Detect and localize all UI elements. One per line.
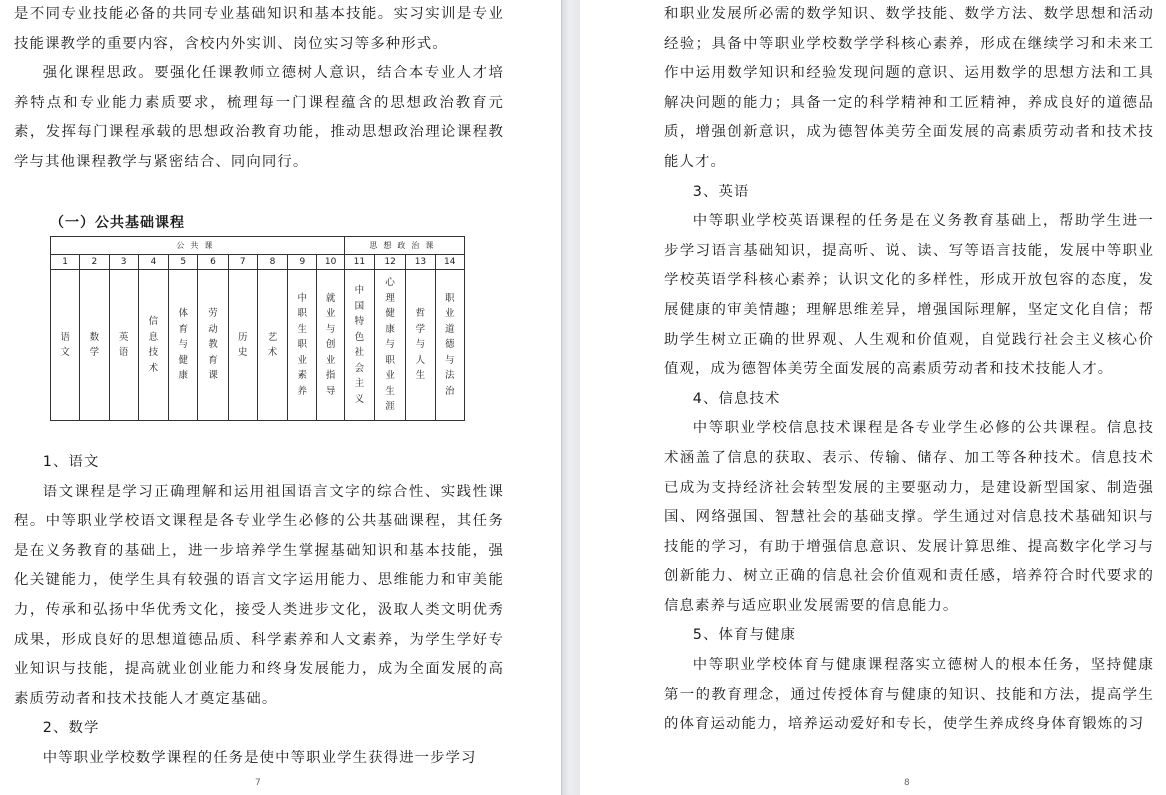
course-name: 体育与健康 <box>178 308 188 382</box>
course-name-cell <box>317 270 344 421</box>
page-gutter <box>561 0 582 795</box>
course-name-cell <box>51 270 80 421</box>
course-number: 9 <box>288 255 317 270</box>
course-name: 历史 <box>237 331 248 358</box>
page-number-right: 8 <box>904 778 910 788</box>
curriculum-table <box>50 236 465 421</box>
table-title: （一）公共基础课程 <box>50 215 185 231</box>
course-name: 心理健康与职业生涯 <box>385 277 395 413</box>
course-name: 中职生职业素养 <box>297 292 308 397</box>
course-name: 艺术 <box>267 331 278 358</box>
course-name-cell <box>80 270 109 421</box>
course-number: 11 <box>344 255 374 270</box>
it-paragraph: 中等职业学校信息技术课程是各专业学生必修的公共课程。信息技术涵盖了信息的获取、表示、传输、储存、加工等各种技术。信息技术已成为支持经济社会转型发展的主要驱动力，是建设新型国家、制造强国、网络强国、智慧社会的基础支撑。学生通过对信息技术基础知识与技能的学习，有助于增强信息意识、发展计算思维、提高数字化学习与创新能力、树立正确的信息社会价值观和责任感，培养符合时代要求的信息素养与适应职业发展需要的信息能力。 <box>664 420 1154 614</box>
chinese-heading: 1、语文 <box>42 454 100 470</box>
course-name-cell <box>406 270 435 421</box>
course-number: 6 <box>198 255 228 270</box>
course-number: 14 <box>435 255 464 270</box>
group-public-courses: 公共课 <box>51 237 345 255</box>
pe-paragraph: 中等职业学校体育与健康课程落实立德树人的根本任务，坚持健康第一的教育理念，通过传授体育与健康的知识、技能和方法，提高学生的体育运动能力，培养运动爱好和专长，使学生养成终身体育锻炼的习 <box>664 657 1154 733</box>
course-name-cell <box>288 270 317 421</box>
course-name-cell <box>169 270 198 421</box>
math-paragraph: 中等职业学校数学课程的任务是使中等职业学生获得进一步学习 <box>42 749 477 766</box>
course-name-cell <box>257 270 287 421</box>
course-name: 信息技术 <box>148 316 159 374</box>
course-name: 哲学与人生 <box>415 308 426 382</box>
document-page-left <box>0 0 561 795</box>
right-text <box>664 0 1154 740</box>
course-number: 13 <box>406 255 435 270</box>
course-number: 7 <box>228 255 257 270</box>
course-number: 12 <box>375 255 406 270</box>
pe-heading: 5、体育与健康 <box>692 627 796 644</box>
document-page-right <box>580 0 1166 795</box>
course-name: 中国特色社会主义 <box>354 285 365 405</box>
left-text-top <box>14 0 504 178</box>
course-number: 1 <box>51 255 80 270</box>
english-heading: 3、英语 <box>692 183 750 200</box>
course-number: 4 <box>138 255 168 270</box>
course-name-cell <box>198 270 228 421</box>
math-heading: 2、数学 <box>42 720 100 737</box>
intro-paragraph-2: 强化课程思政。要强化任课教师立德树人意识，结合本专业人才培养特点和专业能力素质要求，梳理每一门课程蕴含的思想政治教育元素，发挥每门课程承载的思想政治教育功能，推动思想政治理论课程教学与其他课程教学与紧密结合、同向同行。 <box>14 65 504 170</box>
curriculum-table-block <box>50 210 465 421</box>
chinese-paragraph: 语文课程是学习正确理解和运用祖国语言文字的综合性、实践性课程。中等职业学校语文课程是各专业学生必修的公共基础课程，其任务是在义务教育的基础上，进一步培养学生掌握基础知识和基本技能，强化关键能力，使学生具有较强的语言文字运用能力、思维能力和审美能力，传承和弘扬中华优秀文化，接受人类进步文化，汲取人类文明优秀成果，形成良好的思想道德品质、科学素养和人文素养，为学生学好专业知识与技能，提高就业创业能力和终身发展能力，成为全面发展的高素质劳动者和技术技能人才奠定基础。 <box>14 483 504 707</box>
english-paragraph: 中等职业学校英语课程的任务是在义务教育基础上，帮助学生进一步学习语言基础知识，提高听、说、读、写等语言技能，发展中等职业学校英语学科核心素养；认识文化的多样性，形成开放包容的态度，发展健康的审美情趣；理解思维差异，增强国际理解，坚定文化自信；帮助学生树立正确的世界观、人生观和价值观，自觉践行社会主义核心价值观，成为德智体美劳全面发展的高素质劳动者和技术技能人才。 <box>664 213 1154 378</box>
course-number: 5 <box>169 255 198 270</box>
course-number: 8 <box>257 255 287 270</box>
course-name-cell <box>375 270 406 421</box>
course-name-cell <box>344 270 374 421</box>
course-name-cell <box>228 270 257 421</box>
course-name: 英语 <box>118 331 129 358</box>
course-name-cell <box>435 270 464 421</box>
it-heading: 4、信息技术 <box>692 390 781 407</box>
course-name: 劳动教育课 <box>208 308 218 382</box>
course-number: 10 <box>317 255 344 270</box>
course-name: 职业道德与法治 <box>445 292 455 397</box>
course-name: 就业与创业指导 <box>325 292 336 397</box>
course-name: 数学 <box>89 331 100 358</box>
group-ideology-courses: 思想政治课 <box>344 237 464 255</box>
intro-paragraph-1: 是不同专业技能必备的共同专业基础知识和基本技能。实习实训是专业技能课教学的重要内容，含校内外实训、岗位实习等多种形式。 <box>14 6 504 52</box>
page-number-left: 7 <box>255 778 261 788</box>
left-text-bottom <box>14 448 504 774</box>
course-name-cell <box>109 270 138 421</box>
course-name: 语文 <box>60 331 70 358</box>
math-continued-paragraph: 和职业发展所必需的数学知识、数学技能、数学方法、数学思想和活动经验；具备中等职业学校数学学科核心素养，形成在继续学习和未来工作中运用数学知识和经验发现问题的意识、运用数学的思想方法和工具解决问题的能力；具备一定的科学精神和工匠精神，养成良好的道德品质，增强创新意识，成为德智体美劳全面发展的高素质劳动者和技术技能人才。 <box>664 6 1154 170</box>
course-name-cell <box>138 270 168 421</box>
course-number: 3 <box>109 255 138 270</box>
course-number: 2 <box>80 255 109 270</box>
